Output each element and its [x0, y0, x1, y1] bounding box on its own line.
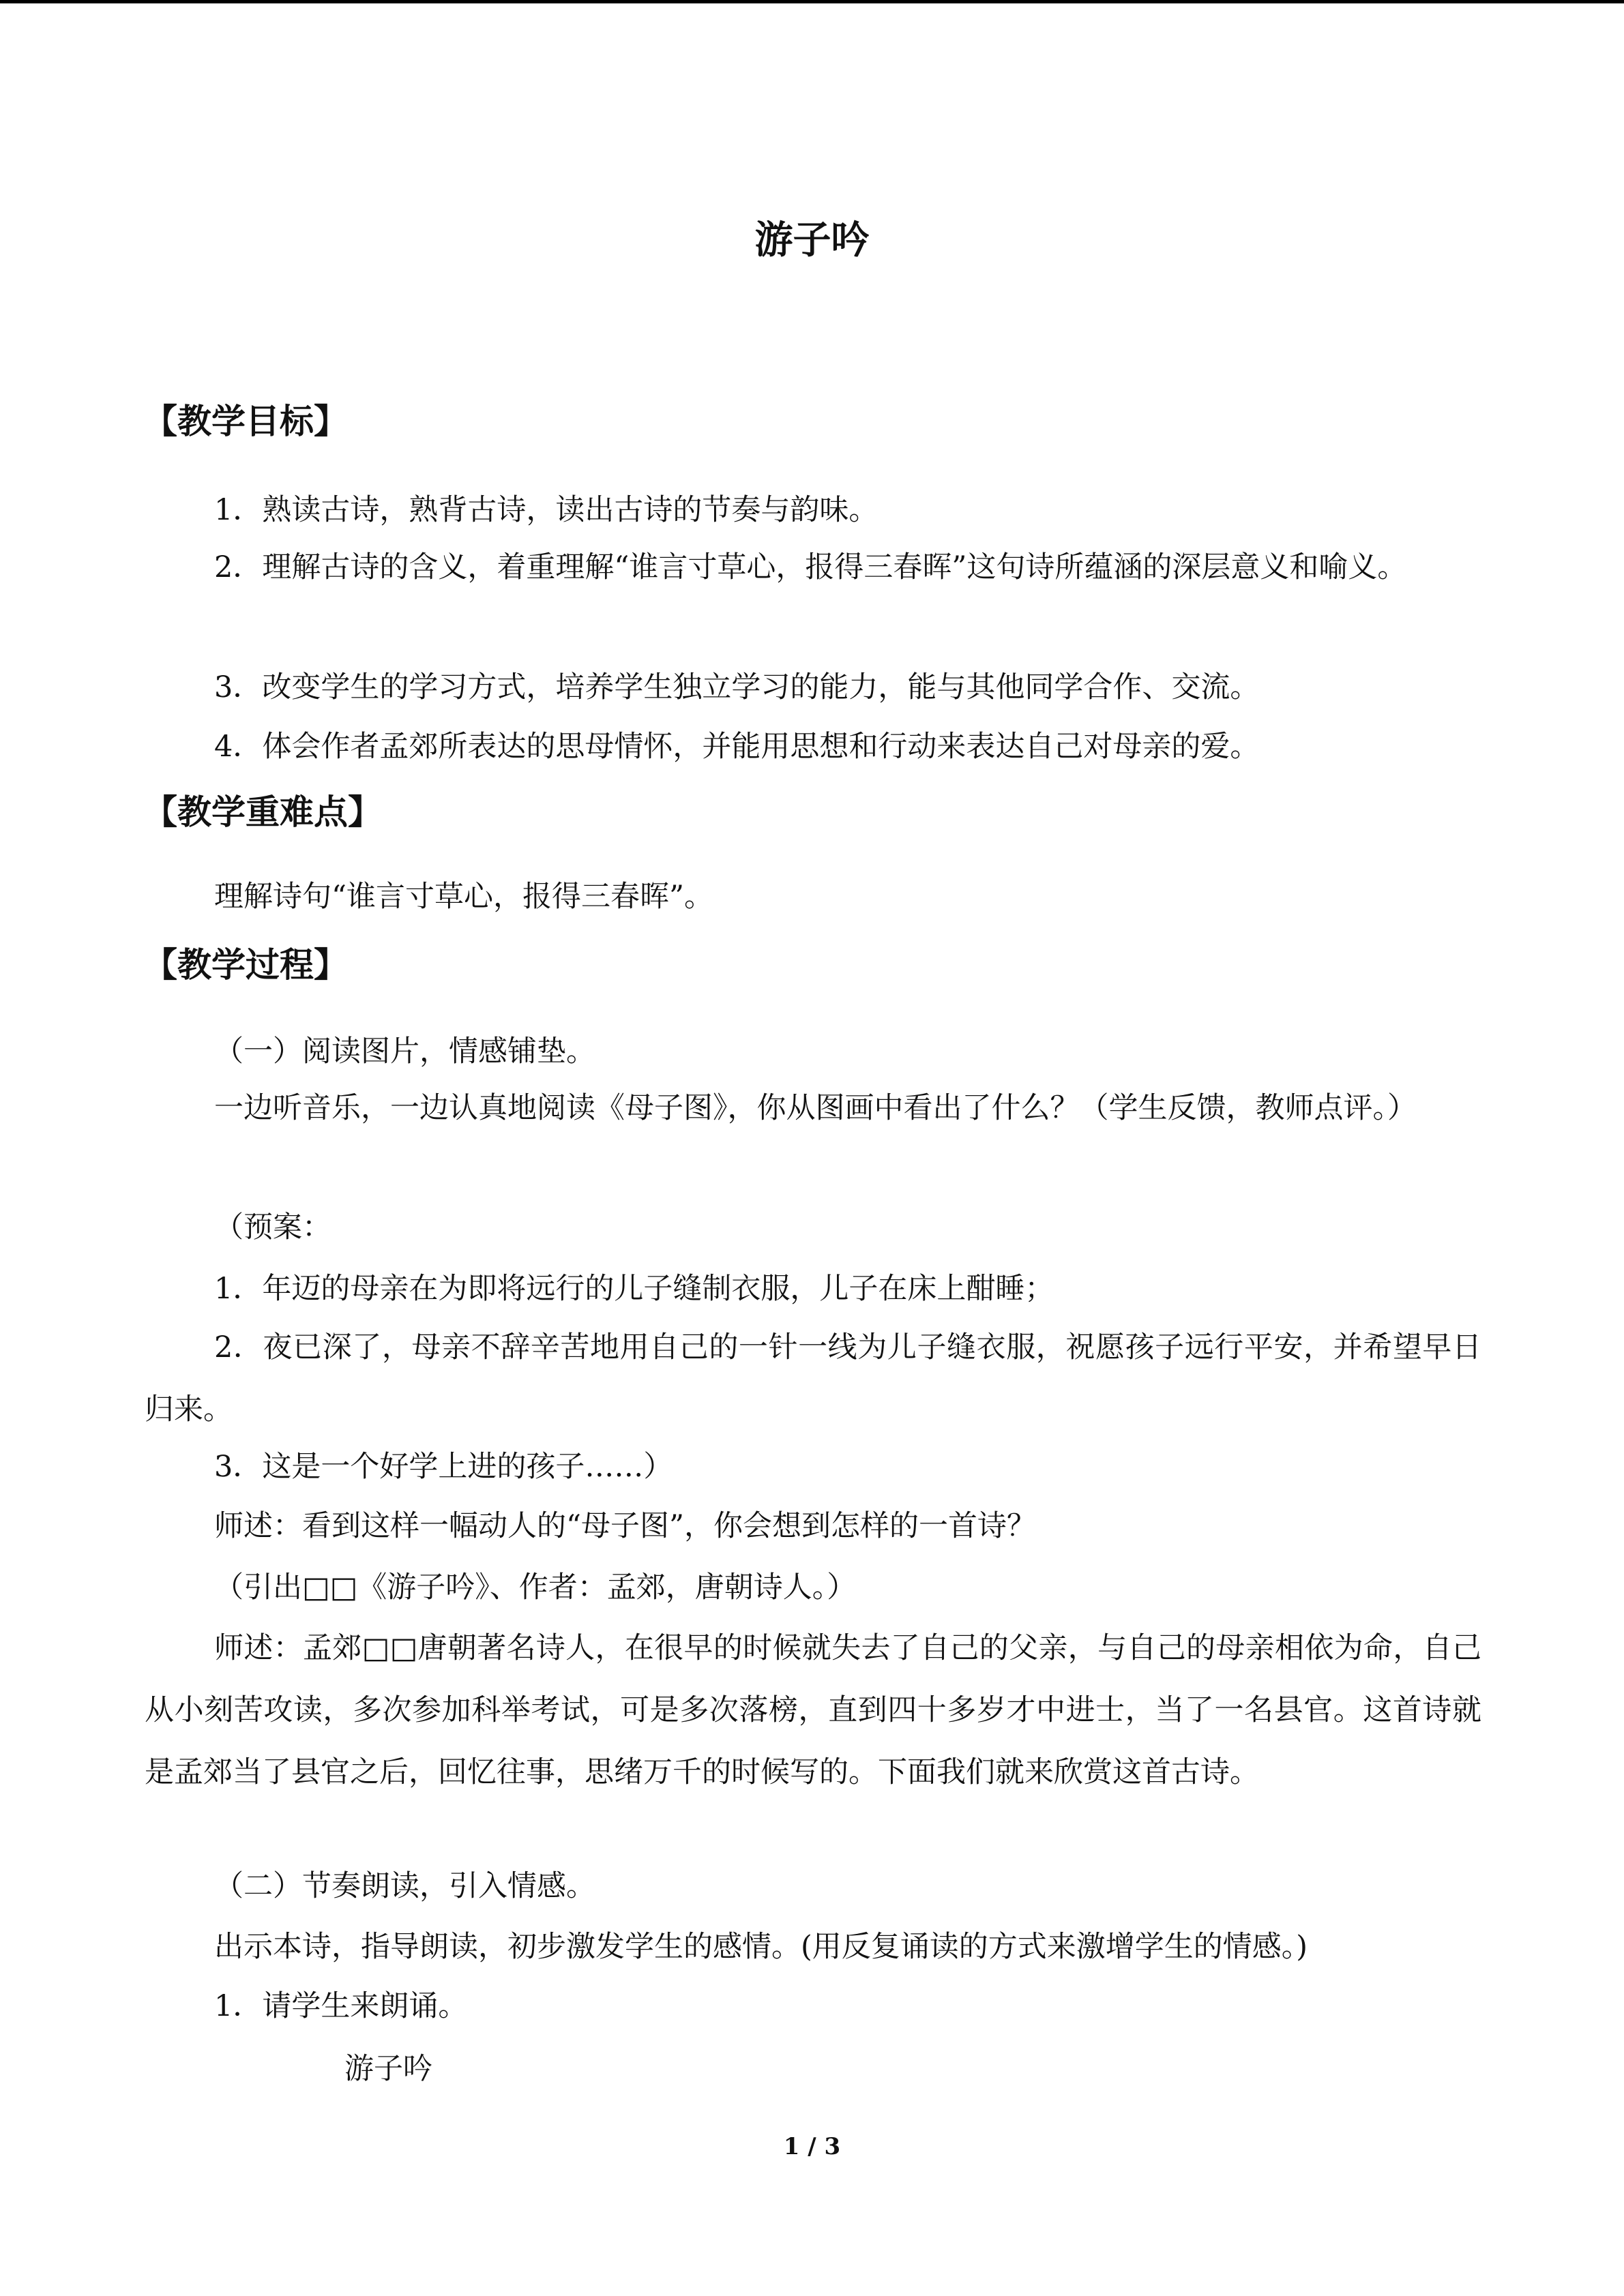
goal-item-4: 4．体会作者孟郊所表达的思母情怀，并能用思想和行动来表达自己对母亲的爱。	[214, 730, 1260, 764]
process-paragraph: 1．请学生来朗诵。	[214, 1989, 468, 2023]
page-title: 游子吟	[754, 218, 870, 263]
section-heading-key-points: 【教学重难点】	[143, 792, 382, 832]
process-paragraph: 师述：看到这样一幅动人的“母子图”，你会想到怎样的一首诗？	[214, 1509, 1036, 1543]
process-paragraph: （一）阅读图片，情感铺垫。	[214, 1034, 595, 1069]
process-paragraph: 2．夜已深了，母亲不辞辛苦地用自己的一针一线为儿子缝衣服，祝愿孩子远行平安，并希望早日归来。	[145, 1330, 1481, 1427]
goal-item-2: 2．理解古诗的含义，着重理解“谁言寸草心，报得三春晖”这句诗所蕴涵的深层意义和喻义。	[214, 550, 1407, 584]
section-heading-process: 【教学过程】	[143, 944, 348, 985]
section-heading-goals: 【教学目标】	[143, 401, 348, 441]
process-paragraph: 一边听音乐，一边认真地阅读《母子图》，你从图画中看出了什么？（学生反馈，教师点评。）	[214, 1091, 1417, 1125]
process-paragraph: 出示本诗，指导朗读，初步激发学生的感情。(用反复诵读的方式来激增学生的情感。)	[214, 1930, 1308, 1964]
process-paragraph: （引出□□《游子吟》、作者：孟郊，唐朝诗人。）	[214, 1570, 857, 1605]
process-paragraph: （预案：	[214, 1210, 331, 1244]
page-number: 1 / 3	[783, 2133, 841, 2160]
process-paragraph: 师述：孟郊□□唐朝著名诗人，在很早的时候就失去了自己的父亲，与自己的母亲相依为命，自己从小刻苦攻读，多次参加科举考试，可是多次落榜，直到四十多岁才中进士，当了一名县官。这首诗就是孟郊当了县官之后，回忆往事，思绪万千的时候写的。下面我们就来欣赏这首古诗。	[145, 1631, 1481, 1789]
key-points-text: 理解诗句“谁言寸草心，报得三春晖”。	[214, 880, 713, 914]
poem-title: 游子吟	[344, 2052, 432, 2086]
process-paragraph: 3．这是一个好学上进的孩子……）	[214, 1450, 673, 1484]
process-paragraph: （二）节奏朗读，引入情感。	[214, 1869, 595, 1903]
goal-item-3: 3．改变学生的学习方式，培养学生独立学习的能力，能与其他同学合作、交流。	[214, 670, 1260, 704]
top-border	[0, 0, 1624, 3]
process-paragraph: 1．年迈的母亲在为即将远行的儿子缝制衣服，儿子在床上酣睡；	[214, 1272, 1054, 1306]
goal-item-1: 1．熟读古诗，熟背古诗，读出古诗的节奏与韵味。	[214, 493, 879, 527]
